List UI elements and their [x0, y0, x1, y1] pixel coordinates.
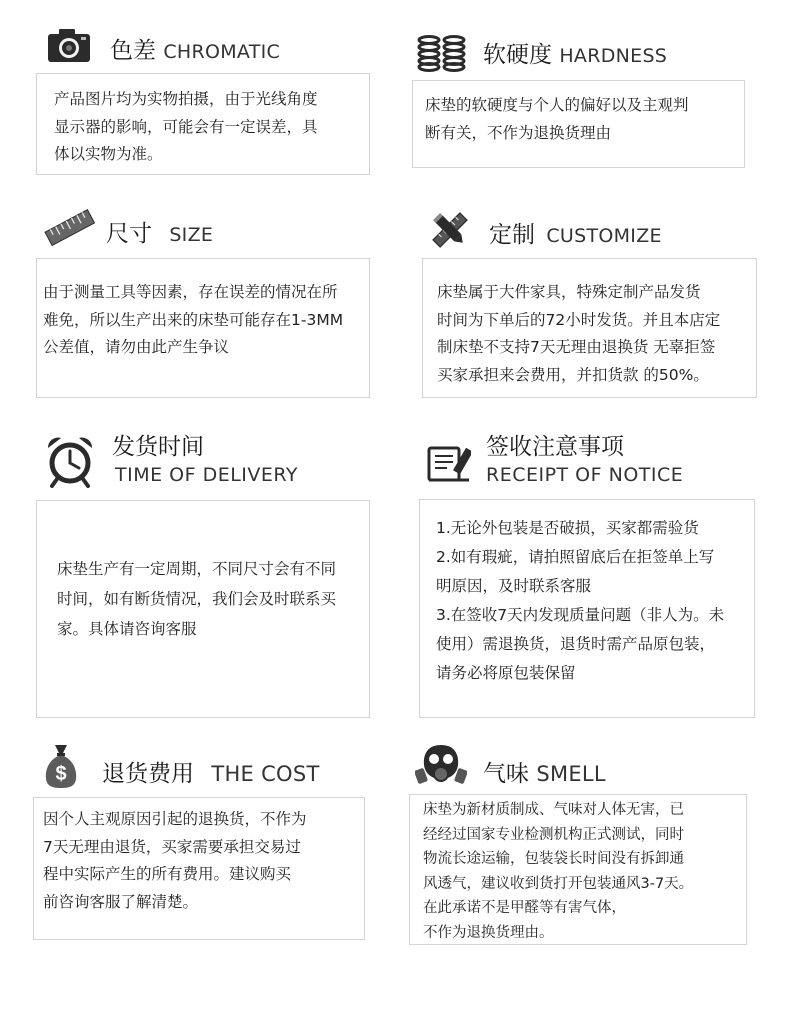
body-line: 使用）需退换货，退货时需产品原包装，: [436, 635, 716, 653]
body-line: 在此承诺不是甲醛等有害气体，: [423, 900, 626, 916]
camera-icon: [46, 26, 92, 64]
section-title-en: TIME OF DELIVERY: [115, 464, 298, 486]
body-line: 2.如有瑕疵，请拍照留底后在拒签单上写: [436, 548, 715, 566]
section-return-cost: [0, 735, 395, 955]
section-body-box: [419, 499, 755, 718]
body-line: 请务必将原包装保留: [436, 664, 576, 682]
body-line: 由于测量工具等因素，存在误差的情况在所: [43, 283, 338, 301]
section-body-box: [36, 258, 370, 398]
section-body-box: [36, 500, 370, 718]
pencil-ruler-icon: [431, 211, 469, 249]
body-line: 家。具体请咨询客服: [57, 620, 197, 638]
body-line: 时间为下单后的72小时发货。并且本店定: [437, 310, 721, 329]
body-line: 床垫为新材质制成、气味对人体无害，已: [423, 802, 684, 818]
section-title: 尺寸 SIZE: [106, 221, 214, 247]
section-body-box: [409, 794, 747, 945]
body-line: 风透气，建议收到货打开包装通风3-7天。: [423, 875, 694, 892]
svg-text:$: $: [55, 763, 67, 785]
body-line: 3.在签收7天内发现质量问题（非人为。未: [436, 606, 725, 624]
body-line: 物流长途运输，包装袋长时间没有拆卸通: [423, 851, 684, 867]
section-body-box: [33, 797, 365, 940]
section-body-box: [422, 258, 757, 398]
body-line: 床垫的软硬度与个人的偏好以及主观判: [425, 96, 689, 114]
body-line: 因个人主观原因引起的退换货，不作为: [43, 810, 307, 828]
body-line: 程中实际产生的所有费用。建议购买: [43, 865, 292, 883]
body-line: 床垫属于大件家具，特殊定制产品发货: [437, 283, 701, 301]
body-line: 前咨询客服了解清楚。: [43, 892, 199, 911]
section-body-box: [412, 80, 745, 168]
alarm-clock-icon: [45, 434, 95, 488]
spring-coils-icon: [417, 34, 467, 72]
section-title: 气味 SMELL: [483, 761, 606, 787]
body-line: 体以实物为准。: [54, 145, 163, 163]
body-line: 制床垫不支持7天无理由退换货 无辜拒签: [437, 338, 716, 356]
section-body-box: [36, 73, 370, 175]
body-line: 7天无理由退货，买家需要承担交易过: [43, 837, 301, 856]
section-hardness: [395, 0, 790, 180]
ruler-icon: [44, 208, 96, 248]
body-line: 明原因，及时联系客服: [436, 577, 592, 595]
section-title: 定制 CUSTOMIZE: [489, 222, 662, 248]
section-delivery-time: [0, 420, 395, 730]
body-line: 不作为退换货理由。: [423, 924, 554, 941]
body-line: 买家承担来会费用，并扣货款 的50%。: [437, 365, 709, 384]
section-title-cn: 签收注意事项: [486, 434, 624, 460]
body-line: 经经过国家专业检测机构正式测试，同时: [423, 826, 684, 843]
body-line: 产品图片均为实物拍摄，由于光线角度: [54, 90, 318, 108]
body-line: 公差值，请勿由此产生争议: [43, 338, 230, 356]
section-smell: [395, 735, 790, 955]
section-title: 退货费用 THE COST: [102, 761, 320, 787]
section-size: [0, 195, 395, 405]
body-line: 断有关，不作为退换货理由: [425, 123, 612, 142]
section-title: 软硬度 HARDNESS: [483, 42, 668, 68]
section-title-en: RECEIPT OF NOTICE: [486, 464, 684, 486]
body-line: 显示器的影响，可能会有一定误差，具: [54, 117, 318, 136]
signing-tablet-icon: [427, 444, 471, 484]
section-receipt-notice: [395, 420, 790, 730]
money-bag-icon: [44, 743, 78, 789]
body-line: 1.无论外包装是否破损，买家都需验货: [436, 519, 699, 537]
section-chromatic: [0, 0, 395, 180]
body-line: 时间，如有断货情况，我们会及时联系买: [57, 590, 337, 608]
body-line: 难免，所以生产出来的床垫可能存在1-3MM: [43, 310, 344, 329]
gas-mask-icon: [415, 743, 467, 789]
section-title-cn: 发货时间: [112, 434, 204, 460]
section-customize: [395, 195, 790, 405]
body-line: 床垫生产有一定周期，不同尺寸会有不同: [57, 560, 337, 578]
section-title: 色差 CHROMATIC: [110, 38, 281, 64]
